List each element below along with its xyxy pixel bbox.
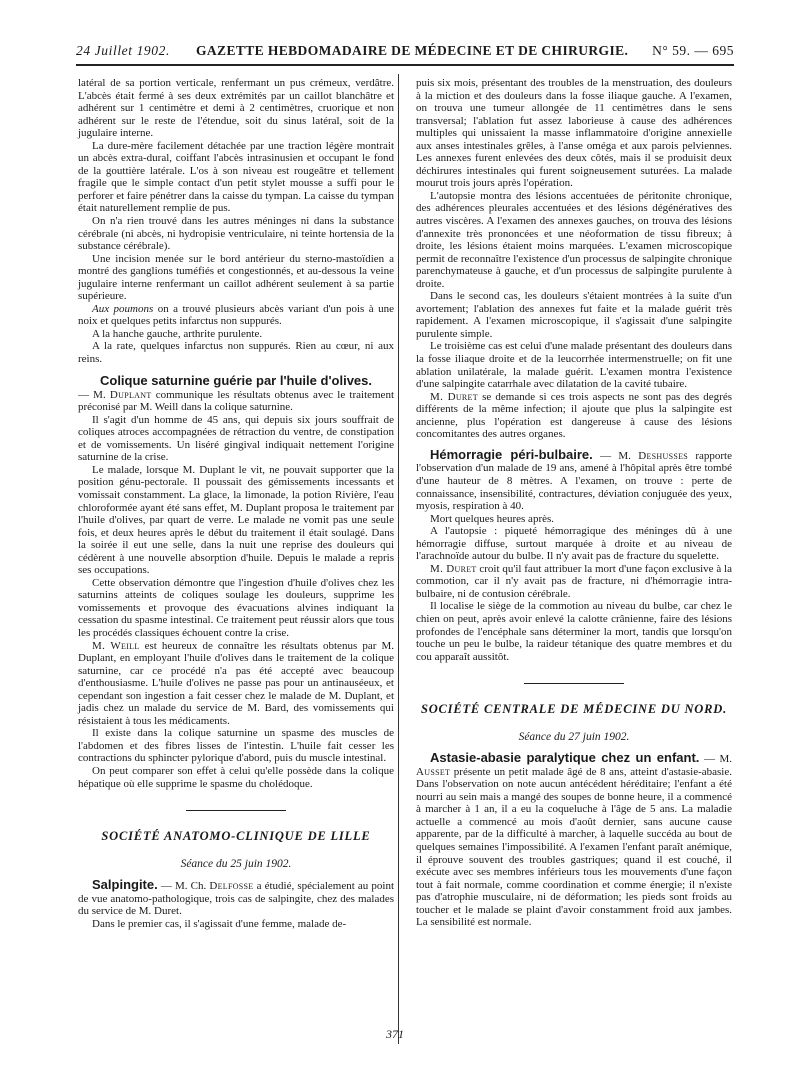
paragraph — [416, 752, 732, 929]
paragraph-text: rapporte l'observation d'un malade de 19 ans, amené à l'hôpital après être tombé d'une hauteur de 8 mètres. A l'examen, on trouve : perte de connaissance, insensibilité, contractures, déviation conjuguée des yeux, myosis, respiration à 40. — [416, 449, 732, 513]
paragraph: Dans le second cas, les douleurs s'étaient montrées à la suite d'un avortement; l'ablation des annexes fut faite et la malade guérit très rapidement. A l'examen microscopique, il s'agissait d'une salpingite purulente simple. — [416, 290, 732, 340]
paragraph-text: on a trouvé plusieurs abcès variant d'un pois à une noix et quelques petits infarctus non suppurés. — [78, 302, 394, 328]
author-name: Ausset — [416, 765, 451, 778]
paragraph: A l'autopsie : piqueté hémorragique des méninges dû à une hémorragie diffuse, surtout marquée à droite et au niveau de l'arachnoïde autour du bulbe. Il n'y avait pas de fracture du squelette. — [416, 525, 732, 563]
society-title: SOCIÉTÉ ANATOMO-CLINIQUE DE LILLE — [101, 829, 371, 844]
paragraph-text: — M. — [592, 449, 639, 462]
running-header — [76, 40, 734, 66]
paragraph: Le malade, lorsque M. Duplant le vit, ne pouvait supporter que la position génu-pectorale. Il poussait des gémissements incessants et vomissait constamment. La glace, la limonade, la potion Rivière, l'eau chloroformée ayant été sans effet, M. Duplant proposa le traitement par l'huile d'olives, par quart de verre. Le malade ne vomit pas une seule fois, et deux heures après le début du traitement il était soulagé. Dans la soirée il eut une selle, dans la nuit une reprise des douleurs qui cédèrent à une nouvelle absorption d'huile. Depuis le malade a repris ses occupations. — [78, 463, 394, 577]
author-name: M. Duret — [430, 390, 478, 403]
paragraph: Cette observation démontre que l'ingestion d'huile d'olives chez les saturnins atteints de coliques soulage les douleurs, supprime les vomissements et provoque des évacuations alvines indiquant la cessation du spasme intestinal. Ce traitement peut réussir alors que tous les procédés classiques échouent contre la crise. — [78, 576, 394, 639]
paragraph: puis six mois, présentant des troubles de la menstruation, des douleurs à la miction et des douleurs dans la fosse iliaque gauche. A l'examen, on trouva une tumeur allongée de 11 centimètres dans le sens transversal; l'ablation fut assez laborieuse à cause des adhérences multiples qui unissaient la masse inflammatoire d'origine annexielle aux anses intestinales grêles, à l'anse oméga et aux parois pelviennes. Les annexes furent enlevées des deux côtés, mais il se produisit deux déchirures intestinales qui furent soigneusement suturées. La malade mourut trois jours après l'opération. — [416, 77, 732, 190]
section-rule — [524, 683, 624, 684]
paragraph: Il s'agit d'un homme de 45 ans, qui depuis six jours souffrait de coliques atroces accompagnées de rétraction du ventre, de constipation et de vomissements. Un liséré gingival indiquait nettement l'origine saturnine de la crise. — [78, 413, 394, 464]
paragraph: A la hanche gauche, arthrite purulente. — [92, 327, 263, 340]
paragraph: Dans le premier cas, il s'agissait d'une femme, malade de- — [92, 917, 347, 930]
paragraph-text: croit qu'il faut attribuer la mort d'une façon exclusive à la commotion, car il n'y avait pas de fracture, ni d'hémorragie intra-bulbaire, ni de contusion cérébrale. — [416, 562, 732, 600]
issue-date: 24 Juillet 1902. — [76, 43, 170, 58]
dash: — M. — [78, 388, 110, 401]
author-name: Deshusses — [638, 449, 689, 462]
paragraph-text: est heureux de connaître les résultats obtenus par M. Duplant, en employant l'huile d'olives dans le traitement de la colique saturnine, car ce procédé n'a pas été accepté avec beaucoup d'enthousiasme. L'huile d'olives ne passe pas pour un antinauséeux, et cependant son ingestion a fait cesser chez le malade de M. Duplant, et jadis chez un malade du service de M. Bard, des vomissements qui résistaient à tous les médicaments. — [78, 639, 394, 727]
column-divider — [398, 74, 399, 1044]
paragraph — [416, 563, 732, 601]
paragraph: La dure-mère facilement détachée par une traction légère montrait un abcès extra-dural, coiffant l'abcès intrasinusien et occupant le fond de la gouttière latérale. L'os à son niveau est rougeâtre et tellement fragile que le simple contact d'un petit stylet mousse a suffi pour le perforer et faire pénétrer dans la caisse du tympan. La caisse du tympan était naturellement remplie de pus. — [78, 139, 394, 215]
author-name: M. Weill — [92, 639, 140, 652]
paragraph: Une incision menée sur le bord antérieur du sterno-mastoïdien a montré des ganglions tuméfiés et congestionnés, et au-dessous la veine jugulaire interne renfermant un caillot adhérent seulement à sa partie supérieure. — [78, 252, 394, 303]
paragraph: Il localise le siège de la commotion au niveau du bulbe, car chez le chien on peut, après avoir enlevé la calotte crânienne, faire des lésions profondes de l'encéphale sans déterminer la mort, tandis que lorsqu'on touche un peu le bulbe, la raideur tétanique des quatre membres et du cou apparaît aussitôt. — [416, 600, 732, 663]
right-column — [416, 77, 732, 929]
session-date: Séance du 25 juin 1902. — [180, 858, 292, 871]
paragraph — [416, 391, 732, 441]
paragraph: L'autopsie montra des lésions accentuées de péritonite chronique, des adhérences pleurales accentuées et des lésions dégénératives des autres viscères. A l'examen des annexes gauches, on trouva des lésions d'annexite très prononcées et une néoformation de tissu fibreux; à droite, les lésions étaient moins marquées. L'examen microscopique permit de reconnaître l'existence d'un processus de salpingite chronique parenchymateuse à gauche, et d'un processus de salpingite purulente à droite. — [416, 189, 732, 290]
run-in-heading: Hémorragie péri-bulbaire. — [430, 446, 593, 462]
paragraph-text: a étudié, spécialement au point de vue anatomo-pathologique, trois cas de salpingite, chez des malades du service de M. Duret. — [78, 880, 395, 918]
paragraph — [78, 640, 394, 728]
paragraph: Mort quelques heures après. — [430, 512, 555, 525]
run-in-heading: Astasie-abasie paralytique chez un enfant. — [430, 750, 700, 766]
section-heading: Colique saturnine guérie par l'huile d'olives. — [99, 372, 373, 388]
paragraph-text: communique les résultats obtenus avec le traitement préconisé par M. Weill dans la colique saturnine. — [78, 388, 394, 414]
paragraph: On n'a rien trouvé dans les autres méninges ni dans la substance cérébrale (ni abcès, ni hydropisie ventriculaire, ni teinte hortensia de la substance cérébrale). — [78, 215, 394, 253]
run-in-heading: Salpingite. — [92, 877, 158, 893]
paragraph-text: — M. Ch. — [157, 880, 210, 893]
author-name: M. Duret — [430, 562, 477, 575]
paragraph: A la rate, quelques infarctus non suppurés. Rien au cœur, ni aux reins. — [78, 340, 394, 366]
left-column — [78, 77, 394, 930]
section-rule — [186, 810, 286, 811]
italic-term: Aux poumons — [92, 302, 154, 315]
society-title: SOCIÉTÉ CENTRALE DE MÉDECINE DU NORD. — [420, 702, 728, 717]
journal-title: GAZETTE HEBDOMADAIRE DE MÉDECINE ET DE CHIRURGIE. — [196, 43, 629, 58]
paragraph: On peut comparer son effet à celui qu'elle possède dans la colique hépatique où elle supprime le spasme du cholédoque. — [78, 764, 394, 790]
paragraph — [78, 389, 394, 414]
paragraph: Le troisième cas est celui d'une malade présentant des douleurs dans la fosse iliaque droite et de la leucorrhée intermenstruelle; on fit une ablation unilatérale, la malade guérit. L'examen montra l'existence d'une salpingite catarrhale avec dilatation de la cavité tubaire. — [416, 340, 732, 391]
page-folio: 371 — [386, 1027, 404, 1041]
paragraph: Il existe dans la colique saturnine un spasme des muscles de l'abdomen et des fibres lisses de l'intestin. L'huile fait cesser les contractions du sphincter pylorique d'abord, puis du muscle intestinal. — [78, 727, 394, 765]
paragraph — [416, 446, 732, 513]
paragraph: latéral de sa portion verticale, renfermant un pus crémeux, verdâtre. L'abcès était fermé à ses deux extrémités par un caillot blanchâtre et adhérent sur 1 centimètre et demi à 2 centimètres, cruorique et non adhérent sur le reste de l'étendue, soit du sinus latéral, soit de la jugulaire interne. — [78, 77, 394, 140]
paragraph — [78, 303, 394, 328]
paragraph-text: présente un petit malade âgé de 8 ans, atteint d'astasie-abasie. Dans l'observation on note aucun antécédent héréditaire; l'enfant a été nourri au sein mais a mangé des soupes de bonne heure, il a commencé à marcher à 1 an, il a eu la coqueluche à l'âge de 5 ans. La maladie actuelle a commencé au mois d'août dernier, sans aucune cause apparente, par de la difficulté à marcher, à laquelle succéda au bout de quelques semaines l'impossibilité. A l'examen l'enfant paraît anémique, il éprouve souvent des troubles gastriques; quand il est couché, il exécute avec ses membres inférieurs tous les mouvements d'une façon tout à fait normale, comme coordination et comme énergie; il n'existe pas d'atrophie musculaire, ni de déformation; les pieds sont froids au toucher et le malade se plaint d'avoir constamment froid aux jambes. La sensibilité est normale. — [416, 765, 732, 929]
session-date: Séance du 27 juin 1902. — [518, 731, 630, 744]
author-name: Delfosse — [209, 880, 254, 893]
author-name: Duplant — [109, 388, 152, 401]
issue-number-page: N° 59. — 695 — [652, 43, 734, 58]
paragraph — [78, 879, 394, 918]
paragraph-text: — M. — [699, 753, 733, 766]
paragraph-text: se demande si ces trois aspects ne sont pas des degrés différents de la même infection; il ajoute que plus la salpingite est ancienne, plus l'opération est dangereuse à cause des lésions concomitantes des autres organes. — [416, 390, 732, 441]
